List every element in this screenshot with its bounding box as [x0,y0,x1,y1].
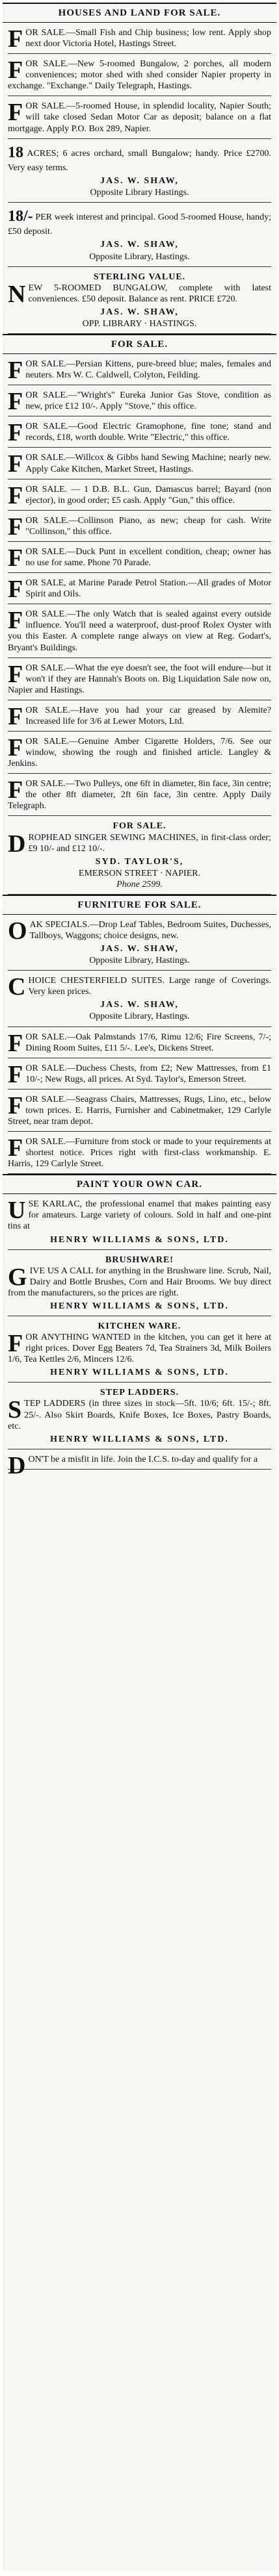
classified-ad [8,267,271,334]
ad-signature: SYD. TAYLOR'S, [95,856,184,867]
drop-cap: F [8,1029,23,1057]
drop-cap: F [8,576,23,604]
classified-ad [8,1058,271,1090]
ad-text: OR SALE.—Seagrass Chairs, Mattresses, Rugs, Lino, etc., below town prices. E. Harris, Furnisher and Cabinetmaker, 129 Carlyle Street, near tram depot. [8,1094,271,1127]
ad-text: TEP LADDERS (in three sizes in stock—5ft. 10/6; 6ft. 15/-; 8ft. 25/-. Also Skirt Boards, Knife Boxes, Ice Boxes, Pastry Boards, etc. [8,1399,271,1431]
classified-ad [8,448,271,479]
newspaper-classifieds-page [3,3,276,2571]
drop-cap: N [8,280,26,308]
ad-body [8,609,271,653]
ad-price-lead: 18 [8,144,23,161]
classified-ad [8,971,271,1027]
drop-cap: F [8,388,23,416]
classified-ad [8,816,271,894]
classified-ad [8,385,271,416]
classified-ad [8,1383,271,1449]
drop-cap: F [8,1330,23,1358]
drop-cap: F [8,776,23,804]
drop-cap: F [8,1060,23,1088]
drop-cap: F [8,57,23,84]
classified-ad [8,658,271,700]
ad-text: OR SALE.—Willcox & Gibbs hand Sewing Machine; nearly new. Apply Cake Kitchen, Market Street, Hastings. [25,453,271,474]
classified-ad [8,1449,271,1479]
ad-address: Opposite Library Hastings. [90,188,189,198]
section-title: FOR SALE. [3,334,276,354]
ad-body [8,1136,271,1169]
ad-text: OR SALE. — 1 D.B. B.L. Gun, Damascus barrel; Bayard (non ejector), in good order; £5 cash. Apply "Gun," this office. [25,484,271,505]
ad-body [8,1060,271,1088]
ads-list [3,23,276,334]
ad-body [8,660,271,696]
ad-body [8,544,271,572]
ad-text: HOICE CHESTERFIELD SUITES. Large range of Coverings. Very keen prices. [28,976,271,997]
classified-ad [8,1316,271,1383]
drop-cap: F [8,660,23,688]
drop-cap: C [8,973,26,1001]
classified-ad [8,604,271,657]
drop-cap: F [8,702,23,730]
ad-body [8,1091,271,1127]
drop-cap: F [8,25,23,53]
drop-cap: F [8,607,23,635]
classified-ad [8,23,271,54]
ad-body [8,58,271,92]
classified-ad [8,1027,271,1058]
ad-text: OR SALE.—Two Pulleys, one 6ft in diameter, 8in face, 3in centre; the other 8ft diameter, 2ft 6in face, 3in centre. Apply Daily Telegraph. [8,779,271,811]
ad-body [8,1451,271,1479]
ad-text: OR SALE.—Small Fish and Chip business; low rent. Apply shop next door Victoria Hotel, Hastings Street. [25,28,271,49]
ad-signature: JAS. W. SHAW, [100,175,179,186]
ad-signature: JAS. W. SHAW, [100,307,179,317]
drop-cap: F [8,357,23,385]
ad-body [8,513,271,541]
ad-text: AK SPECIALS.—Drop Leaf Tables, Bedroom Suites, Duchesses, Tallboys, Waggons; choice designs, new. [29,919,271,941]
classified-ad [8,915,271,971]
drop-cap: D [8,830,26,858]
ad-text: OR SALE.—5-roomed House, in splendid locality, Napier South; will take closed Sedan Motor Car as deposit; balance on a flat mortgage. Apply P.O. Box 289, Napier. [8,101,271,134]
classified-ad [8,732,271,774]
section-title: PAINT YOUR OWN CAR. [3,1174,276,1194]
ad-text: EW 5-ROOMED BUNGALOW, complete with latest conveniences. £50 deposit. Balance as rent. PRICE £720. [28,283,271,304]
ad-body [8,830,271,858]
ad-body [8,357,271,385]
ad-text: OR SALE.—Duchess Chests, from £2; New Mattresses, from £1 10/-; New Rugs, all prices. At Syd. Taylor's, Emerson Street. [25,1063,271,1084]
ads-list [3,1194,276,1479]
ad-text: OR SALE, at Marine Parade Petrol Station.—All grades of Motor Spirit and Oils. [25,578,271,600]
ad-body [8,207,271,237]
drop-cap: F [8,481,23,509]
classified-ad [8,203,271,267]
ad-body [8,419,271,447]
ad-heading: KITCHEN WARE. [98,1321,181,1332]
classified-ad [8,1194,271,1249]
ad-text: OR SALE.—Duck Punt in excellent condition, cheap; owner has no use for same. Phone 70 Parade. [25,546,271,568]
classified-ad [8,54,271,96]
drop-cap: D [8,1451,26,1479]
ad-text: OR SALE.—Collinson Piano, as new; cheap for cash. Write "Collinson," this office. [25,515,271,537]
section-title: FURNITURE FOR SALE. [3,895,276,915]
ad-text: PER week interest and principal. Good 5-roomed House, handy; £50 deposit. [8,212,272,237]
classified-ad [8,542,271,573]
ad-text: ROPHEAD SINGER SEWING MACHINES, in first-class order; £9 10/- and £12 10/-. [28,832,271,854]
classified-ad [8,1250,271,1316]
ad-signature: HENRY WILLIAMS & SONS, LTD. [50,1368,229,1378]
ad-body [8,101,271,134]
ad-body [8,1263,271,1299]
ad-text: OR SALE.—Have you had your car greased by Alemite? Increased life for 3/6 at Lewer Motors, Ltd. [25,705,271,726]
ad-text: OR SALE.—New 5-roomed Bungalow, 2 porches, all modern conveniences; motor shed with shed consider Napier property in exchange. "Exchange." Daily Telegraph, Hastings. [8,59,271,92]
classified-ad [8,354,271,385]
classified-ad [8,416,271,448]
drop-cap: F [8,419,23,447]
ad-text: SE KARLAC, the professional enamel that makes painting easy for amateurs. Large variety of colours. Sold in half and one-pint tins at [8,1199,271,1232]
classified-ad [8,573,271,604]
ad-body [8,481,271,509]
ad-heading: BRUSHWARE! [105,1255,174,1265]
drop-cap: S [8,1396,22,1424]
ad-body [8,1332,271,1365]
ad-text: OR SALE.—Good Electric Gramophone, fine tone; stand and records, £18, worth double. Write "Electric," this office. [25,422,271,443]
classified-ad [8,1132,271,1174]
ad-body [8,733,271,769]
ad-text: OR SALE.—Furniture from stock or made to your requirements at shortest notice. Prices right with first-class workmanship. E. Harris, 129 Carlyle Street. [8,1137,271,1169]
ad-text: ON'T be a misfit in life. Join the I.C.S. to-day and qualify for a [28,1454,258,1464]
ad-text: OR SALE.—Persian Kittens, pure-breed blue; males, females and neuters. Mrs W. C. Caldwell, Colyton, Feilding. [25,359,271,381]
ad-body [8,1029,271,1057]
ad-signature: HENRY WILLIAMS & SONS, LTD. [50,1434,229,1444]
ad-text: OR ANYTHING WANTED in the kitchen, you can get it here at right prices. Dover Egg Beaters 7d, Tea Strainers 3d, Milk Boilers 1/6, Tea Kettles 2/6, Mincers 12/6. [8,1333,271,1365]
classified-ad [8,511,271,542]
classified-ad [8,139,271,203]
classified-ad [8,1090,271,1132]
ad-body [8,1199,271,1232]
ad-body [8,144,271,173]
ad-heading: STERLING VALUE. [93,272,186,282]
drop-cap: F [8,544,23,572]
classified-ad [8,479,271,511]
drop-cap: F [8,1134,23,1162]
ad-address: EMERSON STREET · NAPIER. [78,868,201,878]
drop-cap: F [8,733,23,761]
ad-signature: JAS. W. SHAW, [100,240,179,250]
ad-text: OR SALE.—Oak Palmstands 17/6, Rimu 12/6; Fire Screens, 7/-; Dining Room Suites, £11 5/-. Lee's, Dickens Street. [25,1032,271,1053]
ad-body [8,1398,271,1431]
ad-signature: HENRY WILLIAMS & SONS, LTD. [50,1301,229,1311]
ad-address: Opposite Library, Hastings. [89,1012,190,1022]
ad-text: OR SALE.—Genuine Amber Cigarette Holders, 7/6. See our window, showing the rough and finished article. Langley & Jenkins. [8,736,271,769]
ad-signature: JAS. W. SHAW, [100,1000,179,1010]
ad-text: OR SALE.—"Wright's" Eureka Junior Gas Stove, condition as new, price £12 10/-. Apply "Stove," this office. [25,390,271,412]
ad-address: OPP. LIBRARY · HASTINGS. [82,318,197,329]
ads-list [3,354,276,895]
ad-heading: STEP LADDERS. [100,1388,179,1398]
ad-text: ACRES; 6 acres orchard, small Bungalow; handy. Price £2700. Very easy terms. [8,148,271,173]
classified-section [3,3,276,334]
ad-address: Opposite Library, Hastings. [89,956,190,966]
ad-body [8,388,271,416]
ad-body [8,702,271,730]
drop-cap: F [8,450,23,478]
ad-signature: HENRY WILLIAMS & SONS, LTD. [50,1234,229,1245]
classified-ad [8,700,271,732]
ads-list [3,915,276,1174]
classified-section [3,1174,276,1479]
ad-phone: Phone 2599. [116,879,163,889]
ad-text: IVE US A CALL for anything in the Brushware line. Scrub, Nail, Dairy and Bottle Brushes, Corn and Hair Brooms. We buy direct from the manufacturers, so the prices are right. [8,1266,271,1298]
drop-cap: O [8,917,27,945]
ad-heading: FOR SALE. [113,821,166,832]
drop-cap: U [8,1197,26,1225]
ad-address: Opposite Library, Hastings. [89,251,190,262]
ad-body [8,576,271,604]
ad-body [8,25,271,53]
drop-cap: G [8,1263,27,1291]
section-title: HOUSES AND LAND FOR SALE. [3,3,276,23]
drop-cap: F [8,1091,23,1119]
ad-body [8,778,271,811]
classified-section [3,334,276,895]
drop-cap: F [8,99,23,127]
ad-price-lead: 18/- [8,208,33,225]
classified-ad [8,96,271,138]
ad-body [8,973,271,1001]
ad-body [8,917,271,945]
ad-text: OR SALE.—The only Watch that is sealed against every outside influence. You'll need a waterproof, dust-proof Rolex Oyster with you this Easter. A complete range always on view at Reg. Godart's, Bryant's Buildings. [8,609,271,653]
classified-ad [8,774,271,816]
classified-section [3,895,276,1174]
ad-text: OR SALE.—What the eye doesn't see, the foot will endure—but it won't if they are Hannah's Boots on. Big Liquidation Sale now on, Napier and Hastings. [8,663,271,695]
ad-body [8,450,271,478]
ad-signature: JAS. W. SHAW, [100,944,179,954]
drop-cap: F [8,513,23,541]
ad-body [8,280,271,308]
